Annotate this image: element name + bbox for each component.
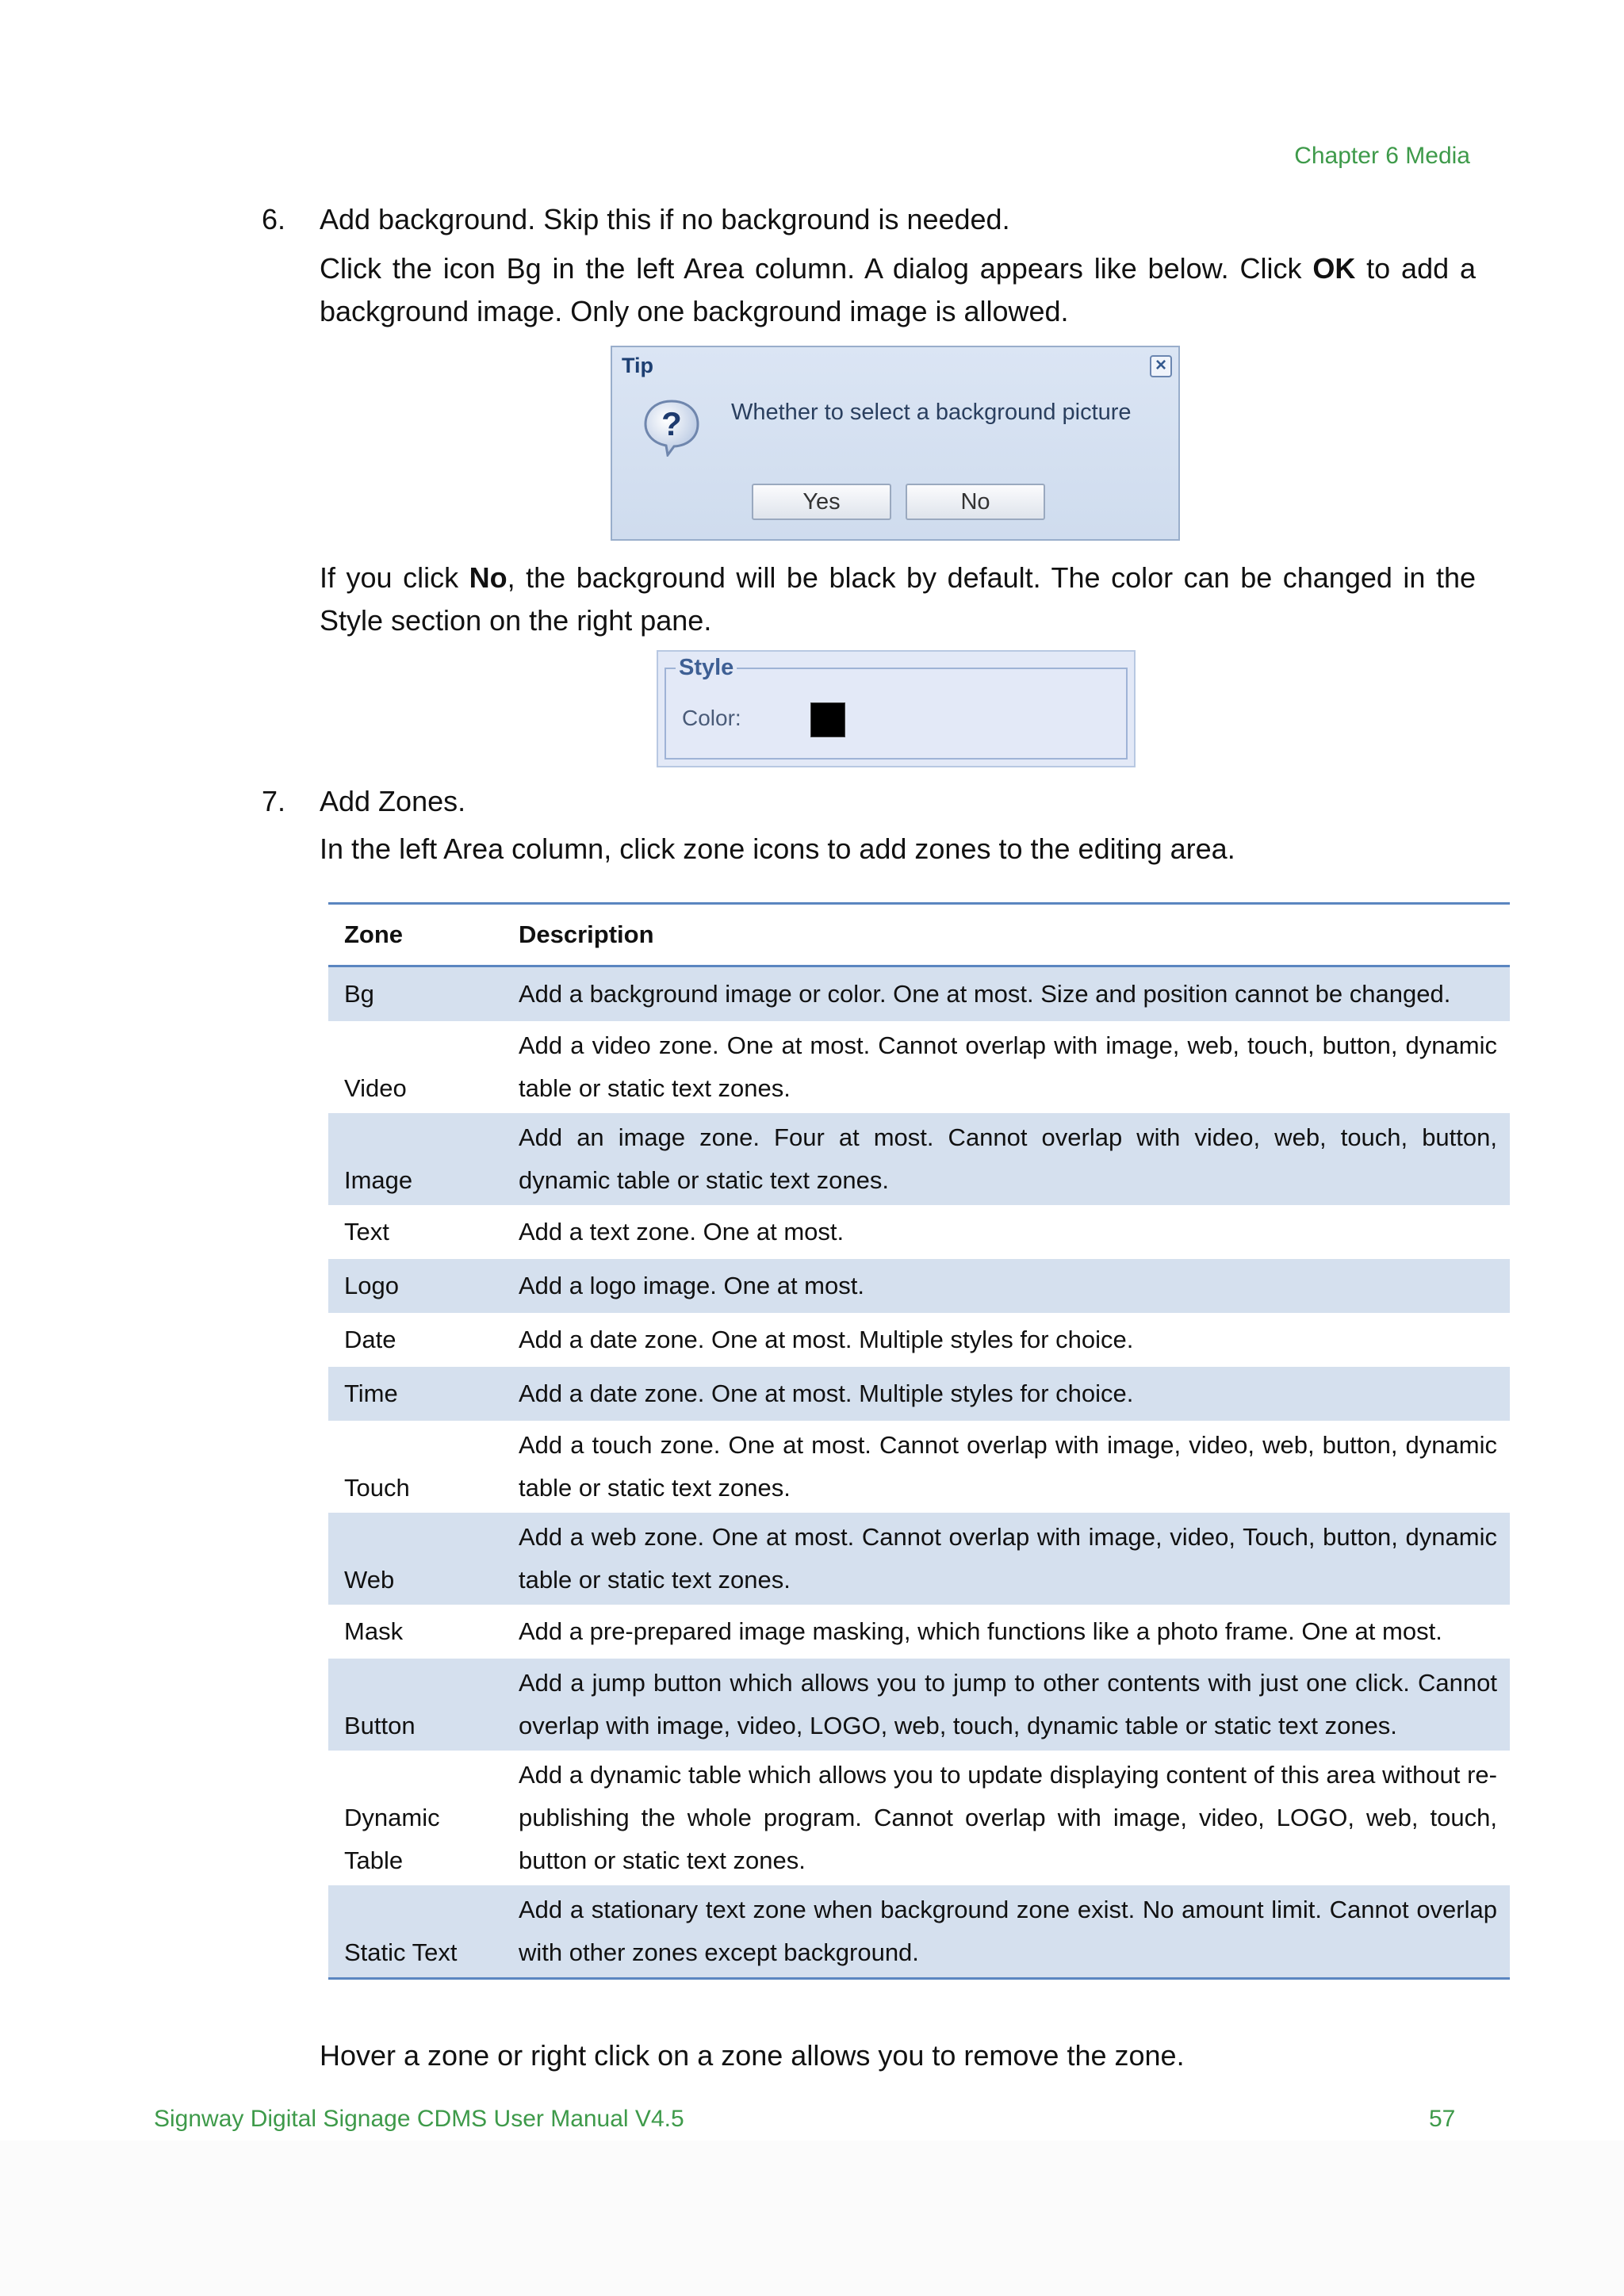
description-cell: Add a stationary text zone when background zone exist. No amount limit. Cannot overlap with other zones except background. bbox=[503, 1885, 1510, 1979]
step-6-paragraph-1 bbox=[320, 247, 1476, 333]
zone-cell: Time bbox=[328, 1367, 503, 1421]
para1-text-b: to add a background image. Only one background image is allowed. bbox=[320, 252, 1476, 327]
zone-cell: Bg bbox=[328, 966, 503, 1022]
step-7-paragraph: In the left Area column, click zone icons to add zones to the editing area. bbox=[320, 832, 1235, 865]
style-legend: Style bbox=[676, 655, 737, 681]
no-bold: No bbox=[469, 561, 508, 594]
page-bottom-shade bbox=[0, 2141, 1624, 2296]
zone-cell: Mask bbox=[344, 1617, 404, 1645]
description-cell: Add a touch zone. One at most. Cannot overlap with image, video, web, button, dynamic table or static text zones. bbox=[519, 1431, 1497, 1502]
header-description: Description bbox=[503, 904, 1510, 966]
tip-dialog-message: Whether to select a background picture bbox=[731, 400, 1132, 425]
question-icon bbox=[642, 398, 701, 457]
ok-bold: OK bbox=[1312, 252, 1356, 285]
description-cell: Add a text zone. One at most. bbox=[519, 1218, 845, 1246]
description-cell: Add a background image or color. One at most. Size and position cannot be changed. bbox=[503, 966, 1510, 1022]
description-cell: Add a jump button which allows you to jump to other contents with just one click. Cannot overlap with image, video, LOGO, web, touch, dynamic table or static text zones. bbox=[503, 1659, 1510, 1751]
zone-cell: Date bbox=[344, 1326, 396, 1353]
table-row bbox=[328, 1659, 1510, 1751]
description-cell: Add a web zone. One at most. Cannot overlap with image, video, Touch, button, dynamic table or static text zones. bbox=[503, 1513, 1510, 1605]
closing-paragraph: Hover a zone or right click on a zone allows you to remove the zone. bbox=[320, 2039, 1185, 2072]
table-row bbox=[328, 1205, 1510, 1259]
footer-manual-title: Signway Digital Signage CDMS User Manual V4.5 bbox=[154, 2106, 684, 2132]
zone-cell: Button bbox=[328, 1659, 503, 1751]
step-6-number: 6. bbox=[262, 203, 286, 235]
description-cell: Add a date zone. One at most. Multiple styles for choice. bbox=[519, 1326, 1134, 1353]
para2-text-a: If you click bbox=[320, 561, 469, 594]
no-button[interactable]: No bbox=[906, 484, 1045, 520]
table-row bbox=[328, 1885, 1510, 1979]
zone-cell: Video bbox=[344, 1074, 407, 1102]
table-row bbox=[328, 1313, 1510, 1367]
zone-table bbox=[328, 902, 1510, 1980]
description-cell: Add a video zone. One at most. Cannot overlap with image, web, touch, button, dynamic table or static text zones. bbox=[519, 1031, 1497, 1102]
description-cell: Add a pre-prepared image masking, which functions like a photo frame. One at most. bbox=[519, 1617, 1442, 1645]
table-header-row bbox=[328, 904, 1510, 966]
para1-text-a: Click the icon Bg in the left Area column. A dialog appears like below. Click bbox=[320, 252, 1313, 285]
close-icon[interactable]: × bbox=[1150, 355, 1172, 377]
step-7-title: Add Zones. bbox=[320, 785, 466, 817]
table-row bbox=[328, 1421, 1510, 1513]
table-row bbox=[328, 1113, 1510, 1205]
zone-cell: Web bbox=[328, 1513, 503, 1605]
zone-cell: Dynamic Table bbox=[344, 1804, 440, 1874]
table-row bbox=[328, 1751, 1510, 1885]
table-row bbox=[328, 1513, 1510, 1605]
description-cell: Add a logo image. One at most. bbox=[503, 1259, 1510, 1313]
table-row bbox=[328, 1259, 1510, 1313]
color-swatch[interactable] bbox=[810, 702, 845, 737]
step-7-number: 7. bbox=[262, 785, 286, 817]
color-label: Color: bbox=[682, 706, 741, 730]
step-6-title: Add background. Skip this if no background is needed. bbox=[320, 203, 1010, 235]
zone-cell: Text bbox=[344, 1218, 389, 1246]
table-row bbox=[328, 966, 1510, 1022]
chapter-header: Chapter 6 Media bbox=[1294, 143, 1470, 169]
header-zone: Zone bbox=[328, 904, 503, 966]
tip-dialog-title: Tip bbox=[622, 354, 653, 377]
description-cell: Add an image zone. Four at most. Cannot overlap with video, web, touch, button, dynamic table or static text zones. bbox=[503, 1113, 1510, 1205]
table-row bbox=[328, 1367, 1510, 1421]
svg-text:?: ? bbox=[661, 405, 682, 442]
table-row bbox=[328, 1021, 1510, 1113]
footer-page-number: 57 bbox=[1429, 2106, 1456, 2132]
para2-text-b: , the background will be black by default. The color can be changed in the Style section on the right pane. bbox=[320, 561, 1476, 637]
step-6-paragraph-2 bbox=[320, 557, 1476, 642]
tip-dialog bbox=[611, 346, 1180, 541]
zone-cell: Logo bbox=[328, 1259, 503, 1313]
zone-cell: Static Text bbox=[328, 1885, 503, 1979]
table-row bbox=[328, 1605, 1510, 1659]
description-cell: Add a dynamic table which allows you to update displaying content of this area without re-publishing the whole program. Cannot overlap with image, video, LOGO, web, touch, button or static text zones. bbox=[519, 1761, 1497, 1874]
zone-cell: Image bbox=[328, 1113, 503, 1205]
yes-button[interactable]: Yes bbox=[752, 484, 891, 520]
zone-cell: Touch bbox=[344, 1474, 410, 1502]
style-panel bbox=[657, 650, 1136, 767]
description-cell: Add a date zone. One at most. Multiple styles for choice. bbox=[503, 1367, 1510, 1421]
